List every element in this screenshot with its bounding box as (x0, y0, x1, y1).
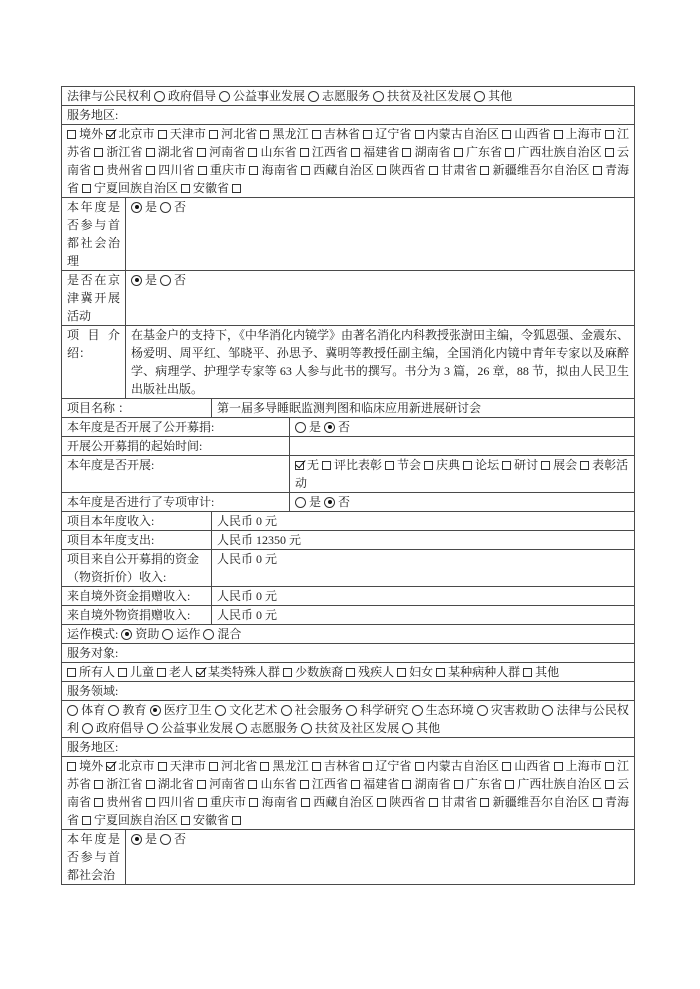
radio-unchecked-icon[interactable] (160, 275, 171, 286)
option-label: 重庆市 (209, 795, 247, 809)
option-label: 广西壮族自治区 (517, 777, 602, 791)
checkbox-unchecked-icon[interactable] (554, 130, 563, 139)
checkbox-unchecked-icon[interactable] (593, 166, 602, 175)
option-label: 是 (145, 200, 158, 214)
radio-unchecked-icon[interactable] (219, 91, 230, 102)
row-fundraising-start-time (62, 437, 634, 456)
checkbox-unchecked-icon[interactable] (502, 461, 511, 470)
yes-no-options (290, 418, 634, 436)
checkbox-unchecked-icon[interactable] (301, 798, 310, 807)
checkbox-unchecked-icon[interactable] (402, 148, 411, 157)
service-field-options-continued (62, 87, 634, 105)
checkbox-unchecked-icon[interactable] (232, 816, 241, 825)
overseas-funds-income-value: 人民币 0 元 (217, 589, 278, 603)
radio-unchecked-icon[interactable] (346, 705, 357, 716)
service-target-label: 服务对象: (67, 646, 119, 660)
option-label: 是 (145, 832, 158, 846)
checkbox-unchecked-icon[interactable] (158, 130, 167, 139)
service-field-options (62, 701, 634, 737)
row-service-regions-1 (62, 125, 634, 198)
checkbox-unchecked-icon[interactable] (605, 762, 614, 771)
checkbox-unchecked-icon[interactable] (94, 780, 103, 789)
option-label: 北京市 (118, 759, 155, 773)
field-label: 本年度是否开展了公开募捐: (62, 418, 290, 436)
checkbox-unchecked-icon[interactable] (424, 461, 433, 470)
checkbox-unchecked-icon[interactable] (283, 668, 292, 677)
project-name-value: 第一届多导睡眠监测判图和临床应用新进展研讨会 (217, 401, 482, 415)
option-label: 河北省 (221, 759, 258, 773)
row-service-target-header (62, 644, 634, 663)
row-annual-expense (62, 531, 634, 550)
radio-unchecked-icon[interactable] (295, 422, 306, 433)
checkbox-unchecked-icon[interactable] (377, 166, 386, 175)
option-label: 重庆市 (209, 163, 247, 177)
option-label: 某类特殊人群 (208, 665, 281, 679)
checkbox-unchecked-icon[interactable] (260, 762, 269, 771)
checkbox-unchecked-icon[interactable] (67, 762, 76, 771)
option-label: 北京市 (118, 127, 155, 141)
option-label: 其他 (416, 721, 441, 735)
option-label: 广西壮族自治区 (517, 145, 602, 159)
option-label: 河北省 (221, 127, 258, 141)
option-label: 江西省 (311, 777, 349, 791)
checkbox-unchecked-icon[interactable] (580, 461, 589, 470)
option-label: 湖北省 (157, 777, 194, 791)
option-label: 其他 (488, 89, 513, 103)
option-label: 医疗卫生 (163, 703, 213, 717)
radio-unchecked-icon[interactable] (281, 705, 292, 716)
option-label: 表彰活动 (295, 458, 629, 490)
radio-unchecked-icon[interactable] (295, 497, 306, 508)
option-label: 否 (338, 420, 351, 434)
checkbox-unchecked-icon[interactable] (454, 148, 463, 157)
option-label: 教育 (122, 703, 147, 717)
radio-checked-icon[interactable] (131, 834, 142, 845)
option-label: 否 (338, 495, 351, 509)
row-annual-income (62, 512, 634, 531)
row-public-fundraising-income (62, 550, 634, 587)
checkbox-unchecked-icon[interactable] (232, 184, 241, 193)
field-label: 本年度是否参与首都社会治理 (62, 198, 126, 270)
checkbox-unchecked-icon[interactable] (198, 798, 207, 807)
events-held-options (290, 456, 634, 492)
option-label: 福建省 (363, 145, 400, 159)
row-capital-governance-2 (62, 830, 634, 884)
checkbox-unchecked-icon[interactable] (94, 166, 103, 175)
option-label: 陕西省 (389, 163, 426, 177)
radio-unchecked-icon[interactable] (215, 705, 226, 716)
checkbox-unchecked-icon[interactable] (118, 668, 127, 677)
option-label: 宁夏回族自治区 (94, 181, 179, 195)
checkbox-unchecked-icon[interactable] (322, 461, 331, 470)
option-label: 上海市 (565, 127, 602, 141)
radio-unchecked-icon[interactable] (147, 723, 158, 734)
option-label: 天津市 (169, 759, 206, 773)
radio-unchecked-icon[interactable] (412, 705, 423, 716)
service-region-options (62, 757, 634, 829)
radio-checked-icon[interactable] (324, 497, 335, 508)
option-label: 甘肃省 (440, 163, 478, 177)
option-label: 青海省 (67, 795, 630, 827)
checkbox-unchecked-icon[interactable] (209, 762, 218, 771)
option-label: 庆典 (436, 458, 461, 472)
option-label: 公益事业发展 (161, 721, 234, 735)
service-area-label: 服务地区: (67, 740, 119, 754)
row-service-area-header-1 (62, 106, 634, 125)
checkbox-unchecked-icon[interactable] (198, 166, 207, 175)
radio-unchecked-icon[interactable] (160, 202, 171, 213)
option-label: 展会 (553, 458, 578, 472)
option-label: 论坛 (475, 458, 500, 472)
checkbox-unchecked-icon[interactable] (181, 184, 190, 193)
option-label: 陕西省 (389, 795, 426, 809)
checkbox-checked-icon[interactable] (196, 668, 205, 677)
checkbox-unchecked-icon[interactable] (312, 762, 321, 771)
checkbox-unchecked-icon[interactable] (605, 130, 614, 139)
option-label: 扶贫及社区发展 (387, 89, 472, 103)
checkbox-unchecked-icon[interactable] (146, 780, 155, 789)
radio-unchecked-icon[interactable] (108, 705, 119, 716)
option-label: 海南省 (261, 795, 299, 809)
option-label: 天津市 (169, 127, 206, 141)
option-label: 贵州省 (106, 795, 143, 809)
option-label: 资助 (135, 627, 160, 641)
option-label: 否 (174, 832, 187, 846)
option-label: 老人 (169, 665, 194, 679)
checkbox-unchecked-icon[interactable] (157, 668, 166, 677)
option-label: 无 (307, 458, 320, 472)
option-label: 研讨 (514, 458, 539, 472)
checkbox-unchecked-icon[interactable] (312, 130, 321, 139)
checkbox-unchecked-icon[interactable] (300, 780, 309, 789)
option-label: 辽宁省 (375, 759, 412, 773)
radio-unchecked-icon[interactable] (308, 91, 319, 102)
checkbox-unchecked-icon[interactable] (181, 816, 190, 825)
form-table (61, 86, 635, 885)
option-label: 湖南省 (414, 145, 451, 159)
option-label: 山东省 (260, 777, 297, 791)
option-label: 广东省 (465, 145, 503, 159)
checkbox-unchecked-icon[interactable] (94, 148, 103, 157)
checkbox-unchecked-icon[interactable] (94, 798, 103, 807)
option-label: 山东省 (260, 145, 297, 159)
option-label: 贵州省 (106, 163, 143, 177)
checkbox-unchecked-icon[interactable] (429, 166, 438, 175)
radio-unchecked-icon[interactable] (373, 91, 384, 102)
option-label: 福建省 (363, 777, 400, 791)
checkbox-unchecked-icon[interactable] (397, 668, 406, 677)
option-label: 江苏省 (67, 127, 629, 159)
option-label: 辽宁省 (375, 127, 412, 141)
checkbox-unchecked-icon[interactable] (67, 130, 76, 139)
checkbox-checked-icon[interactable] (295, 461, 304, 470)
checkbox-unchecked-icon[interactable] (248, 148, 257, 157)
radio-unchecked-icon[interactable] (82, 723, 93, 734)
radio-unchecked-icon[interactable] (542, 705, 553, 716)
option-label: 山西省 (514, 759, 551, 773)
option-label: 文化艺术 (229, 703, 278, 717)
checkbox-unchecked-icon[interactable] (363, 762, 372, 771)
checkbox-unchecked-icon[interactable] (415, 130, 424, 139)
row-overseas-goods-income (62, 606, 634, 625)
row-service-area-header-2 (62, 738, 634, 757)
field-label: 项目本年度支出: (62, 531, 212, 549)
checkbox-unchecked-icon[interactable] (300, 148, 309, 157)
option-label: 某种病种人群 (448, 665, 521, 679)
option-label: 政府倡导 (96, 721, 145, 735)
checkbox-unchecked-icon[interactable] (82, 184, 91, 193)
radio-unchecked-icon[interactable] (162, 629, 173, 640)
option-label: 四川省 (158, 163, 195, 177)
option-label: 江苏省 (67, 759, 629, 791)
row-project-intro (62, 326, 634, 399)
option-label: 所有人 (79, 665, 116, 679)
checkbox-unchecked-icon[interactable] (351, 148, 360, 157)
yes-no-options (290, 493, 634, 511)
public-fundraising-income-value: 人民币 0 元 (217, 552, 278, 566)
checkbox-unchecked-icon[interactable] (67, 668, 76, 677)
option-label: 科学研究 (360, 703, 409, 717)
checkbox-unchecked-icon[interactable] (197, 148, 206, 157)
option-label: 灾害救助 (491, 703, 540, 717)
radio-checked-icon[interactable] (121, 629, 132, 640)
service-target-options (62, 663, 634, 681)
checkbox-unchecked-icon[interactable] (605, 780, 614, 789)
checkbox-unchecked-icon[interactable] (502, 762, 511, 771)
option-label: 湖南省 (414, 777, 451, 791)
row-public-fundraising (62, 418, 634, 437)
option-label: 河南省 (209, 145, 246, 159)
checkbox-unchecked-icon[interactable] (463, 461, 472, 470)
option-label: 黑龙江 (272, 127, 309, 141)
option-label: 西藏自治区 (313, 163, 374, 177)
option-label: 上海市 (565, 759, 602, 773)
option-label: 云南省 (67, 777, 629, 809)
checkbox-unchecked-icon[interactable] (385, 461, 394, 470)
option-text: 法律与公民权利 (67, 89, 152, 103)
option-label: 境外 (79, 127, 104, 141)
option-label: 政府倡导 (168, 89, 217, 103)
checkbox-unchecked-icon[interactable] (351, 780, 360, 789)
checkbox-unchecked-icon[interactable] (480, 166, 489, 175)
option-label: 吉林省 (323, 127, 361, 141)
radio-unchecked-icon[interactable] (301, 723, 312, 734)
checkbox-unchecked-icon[interactable] (415, 762, 424, 771)
option-label: 评比表彰 (334, 458, 383, 472)
radio-unchecked-icon[interactable] (477, 705, 488, 716)
option-label: 江西省 (311, 145, 349, 159)
option-label: 内蒙古自治区 (426, 759, 500, 773)
option-label: 广东省 (465, 777, 503, 791)
option-label: 扶贫及社区发展 (315, 721, 400, 735)
row-events-held (62, 456, 634, 493)
option-label: 浙江省 (106, 777, 143, 791)
service-field-label: 服务领域: (67, 684, 119, 698)
option-label: 黑龙江 (272, 759, 309, 773)
option-label: 志愿服务 (250, 721, 299, 735)
field-label: 来自境外物资捐赠收入: (62, 606, 212, 624)
checkbox-checked-icon[interactable] (106, 762, 115, 771)
option-label: 节会 (397, 458, 422, 472)
checkbox-unchecked-icon[interactable] (197, 780, 206, 789)
option-label: 湖北省 (157, 145, 194, 159)
option-label: 云南省 (67, 145, 629, 177)
row-service-targets (62, 663, 634, 682)
radio-unchecked-icon[interactable] (236, 723, 247, 734)
checkbox-unchecked-icon[interactable] (593, 798, 602, 807)
field-label: 本年度是否开展: (62, 456, 290, 492)
fundraising-start-value (290, 437, 634, 455)
field-label: 开展公开募捐的起始时间: (62, 437, 290, 455)
option-label: 四川省 (158, 795, 195, 809)
checkbox-unchecked-icon[interactable] (377, 798, 386, 807)
radio-checked-icon[interactable] (131, 275, 142, 286)
field-label: 项目来自公开募捐的资金（物资折价）收入: (62, 550, 212, 586)
option-label: 西藏自治区 (313, 795, 374, 809)
option-label: 新疆维吾尔自治区 (492, 163, 590, 177)
row-overseas-funds-income (62, 587, 634, 606)
row-service-regions-2 (62, 757, 634, 830)
option-label: 否 (174, 200, 187, 214)
option-label: 吉林省 (323, 759, 361, 773)
radio-unchecked-icon[interactable] (474, 91, 485, 102)
option-label: 社会服务 (294, 703, 343, 717)
radio-unchecked-icon[interactable] (154, 91, 165, 102)
radio-checked-icon[interactable] (131, 202, 142, 213)
overseas-goods-income-value: 人民币 0 元 (217, 608, 278, 622)
service-region-options (62, 125, 634, 197)
option-label: 志愿服务 (322, 89, 371, 103)
option-label: 儿童 (130, 665, 155, 679)
row-service-field-header (62, 682, 634, 701)
option-label: 混合 (217, 627, 242, 641)
row-special-audit (62, 493, 634, 512)
checkbox-unchecked-icon[interactable] (505, 780, 514, 789)
field-label: 项目本年度收入: (62, 512, 212, 530)
checkbox-unchecked-icon[interactable] (260, 130, 269, 139)
yes-no-options (126, 830, 634, 884)
radio-unchecked-icon[interactable] (402, 723, 413, 734)
option-label: 浙江省 (106, 145, 143, 159)
radio-unchecked-icon[interactable] (203, 629, 214, 640)
option-label: 青海省 (67, 163, 630, 195)
checkbox-unchecked-icon[interactable] (402, 780, 411, 789)
checkbox-unchecked-icon[interactable] (249, 166, 258, 175)
option-label: 其他 (535, 665, 560, 679)
checkbox-unchecked-icon[interactable] (554, 762, 563, 771)
option-label: 甘肃省 (440, 795, 478, 809)
checkbox-unchecked-icon[interactable] (523, 668, 532, 677)
checkbox-unchecked-icon[interactable] (505, 148, 514, 157)
option-label: 否 (174, 273, 187, 287)
checkbox-unchecked-icon[interactable] (158, 762, 167, 771)
checkbox-unchecked-icon[interactable] (146, 798, 155, 807)
row-service-field-continued (62, 87, 634, 106)
row-capital-governance (62, 198, 634, 271)
radio-checked-icon[interactable] (324, 422, 335, 433)
option-label: 是 (145, 273, 158, 287)
field-label: 来自境外资金捐赠收入: (62, 587, 212, 605)
yes-no-options (126, 198, 634, 270)
service-area-label: 服务地区: (67, 108, 119, 122)
checkbox-unchecked-icon[interactable] (249, 798, 258, 807)
field-label: 本年度是否进行了专项审计: (62, 493, 290, 511)
option-label: 少数族裔 (295, 665, 344, 679)
option-label: 宁夏回族自治区 (94, 813, 179, 827)
option-label: 安徽省 (193, 813, 230, 827)
option-label: 是 (309, 495, 322, 509)
radio-unchecked-icon[interactable] (160, 834, 171, 845)
annual-income-value: 人民币 0 元 (217, 514, 278, 528)
option-label: 境外 (79, 759, 104, 773)
checkbox-unchecked-icon[interactable] (209, 130, 218, 139)
checkbox-unchecked-icon[interactable] (301, 166, 310, 175)
row-jingjinji-activity (62, 271, 634, 326)
field-label: 是否在京津冀开展活动 (62, 271, 126, 325)
checkbox-unchecked-icon[interactable] (82, 816, 91, 825)
option-label: 生态环境 (425, 703, 474, 717)
checkbox-unchecked-icon[interactable] (541, 461, 550, 470)
checkbox-unchecked-icon[interactable] (146, 166, 155, 175)
field-label: 项目介绍： (62, 326, 126, 398)
operation-mode-options (62, 625, 634, 643)
radio-unchecked-icon[interactable] (67, 705, 78, 716)
option-label: 妇女 (409, 665, 434, 679)
radio-checked-icon[interactable] (150, 705, 161, 716)
option-label: 内蒙古自治区 (426, 127, 500, 141)
checkbox-checked-icon[interactable] (106, 130, 115, 139)
option-label: 公益事业发展 (233, 89, 306, 103)
option-label: 安徽省 (193, 181, 230, 195)
yes-no-options (126, 271, 634, 325)
annual-expense-value: 人民币 12350 元 (217, 533, 302, 547)
option-label: 残疾人 (358, 665, 395, 679)
field-label: 本年度是否参与首都社会治 (62, 830, 126, 884)
project-intro-text: 在基金户的支持下，《中华消化内镜学》由著名消化内科教授张澍田主编，令狐恩强、金震东、杨爱明、周平红、邹晓平、孙思予、冀明等教授任副主编，全国消化内镜中青年专家以及麻醉学、病理学、护理学专家等 63 人参与此书的撰写。书分为 3 篇，26 章，88 节，拟由人民卫生出版社出版。 (131, 328, 630, 396)
checkbox-unchecked-icon[interactable] (346, 668, 355, 677)
checkbox-unchecked-icon[interactable] (436, 668, 445, 677)
checkbox-unchecked-icon[interactable] (502, 130, 511, 139)
row-project-name (62, 399, 634, 418)
checkbox-unchecked-icon[interactable] (363, 130, 372, 139)
option-text: 运作模式: (67, 627, 119, 641)
option-label: 是 (309, 420, 322, 434)
option-label: 运作 (176, 627, 201, 641)
option-label: 海南省 (261, 163, 299, 177)
checkbox-unchecked-icon[interactable] (248, 780, 257, 789)
option-label: 河南省 (209, 777, 246, 791)
checkbox-unchecked-icon[interactable] (146, 148, 155, 157)
row-service-fields (62, 701, 634, 738)
row-operation-mode (62, 625, 634, 644)
checkbox-unchecked-icon[interactable] (454, 780, 463, 789)
checkbox-unchecked-icon[interactable] (480, 798, 489, 807)
checkbox-unchecked-icon[interactable] (605, 148, 614, 157)
option-label: 法律与公民权利 (67, 703, 629, 735)
option-label: 山西省 (514, 127, 551, 141)
checkbox-unchecked-icon[interactable] (429, 798, 438, 807)
option-label: 新疆维吾尔自治区 (492, 795, 590, 809)
option-label: 体育 (81, 703, 106, 717)
field-label: 项目名称 ： (62, 399, 212, 417)
